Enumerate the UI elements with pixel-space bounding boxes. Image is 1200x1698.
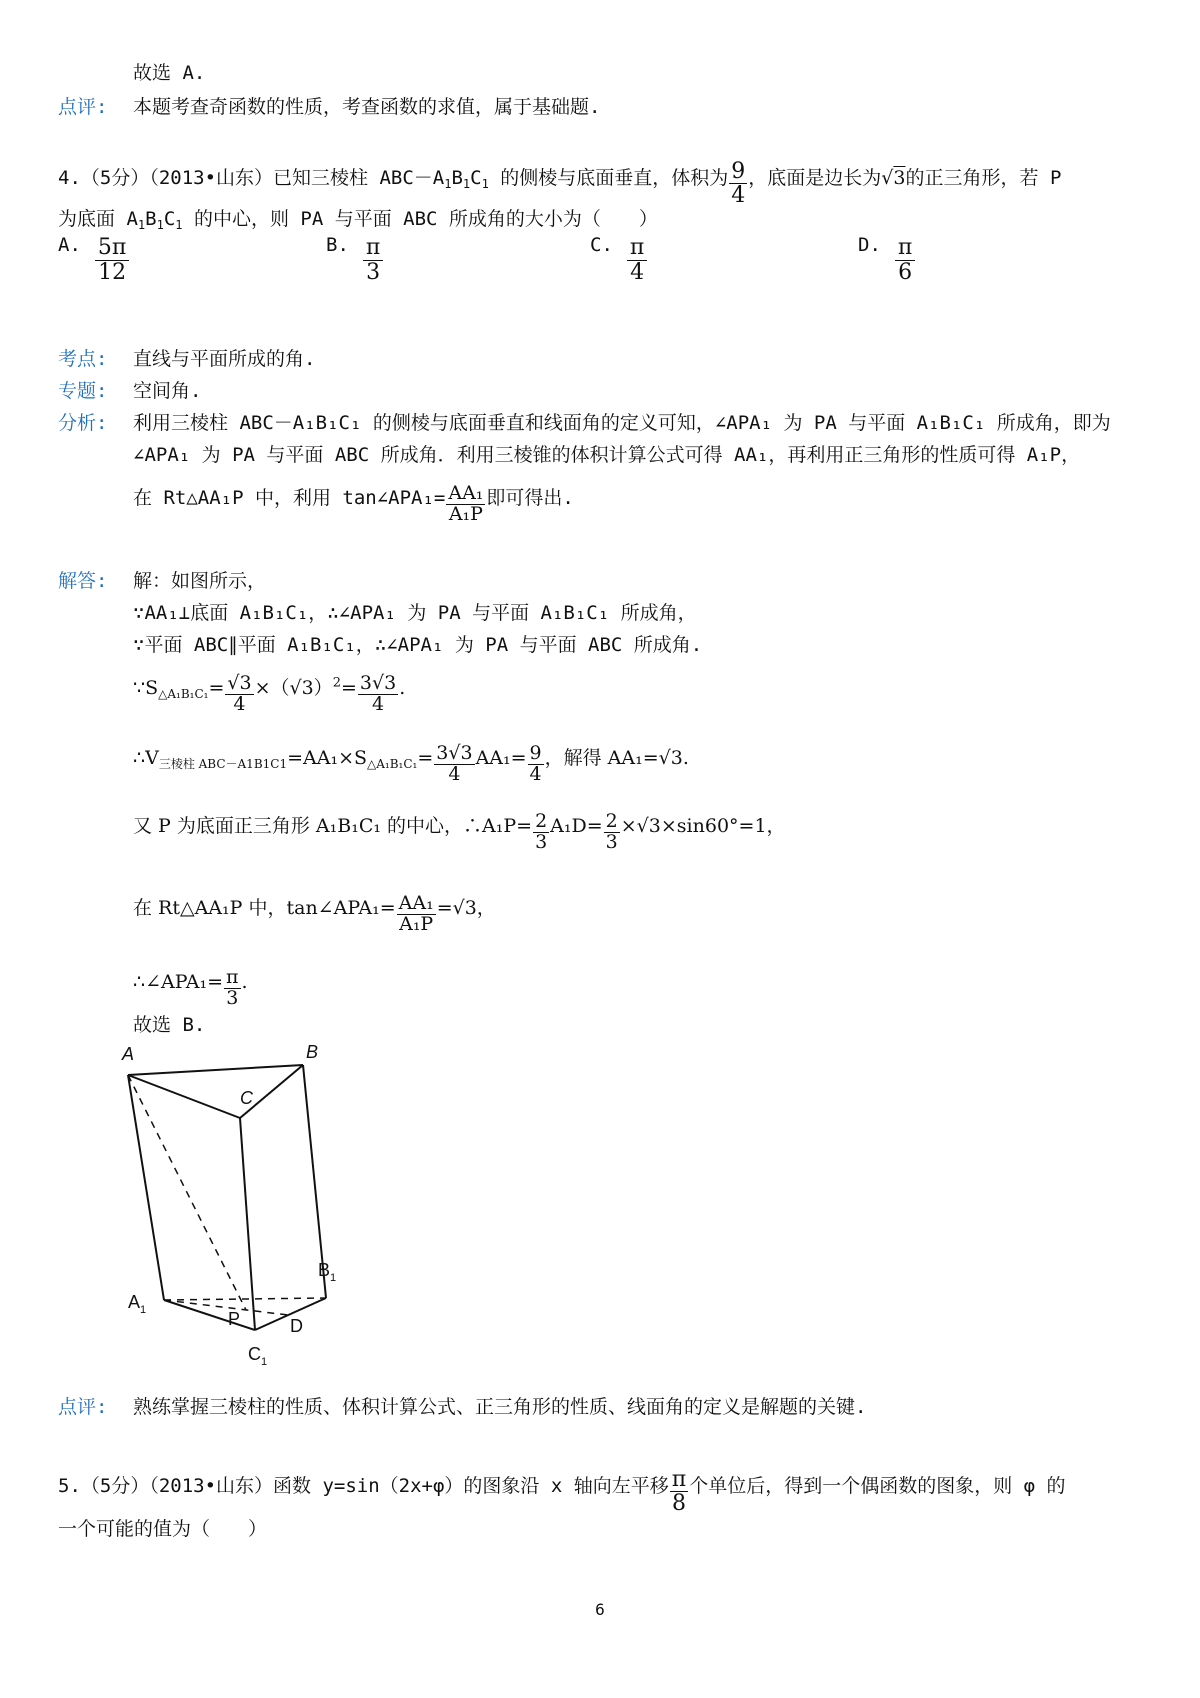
fenxi-line3: 在 Rt△AA₁P 中，利用 tan∠APA₁= $\frac{\text{AA₁}}{\text{A₁P}}$ 即可得出.: [133, 482, 574, 525]
kaodian-label: 考点:: [58, 348, 108, 370]
solution-line2: ∵AA₁⊥底面 A₁B₁C₁，∴∠APA₁ 为 PA 与平面 A₁B₁C₁ 所成角，: [133, 602, 697, 624]
page-number: 6: [595, 1600, 605, 1619]
dianping-label: 点评:: [58, 1396, 108, 1418]
option-a[interactable]: A. $\frac{5\pi}{12}$: [58, 236, 129, 285]
solution-line4: $\because S_{\triangle A_1B_1C_1}=$ $\frac{√3}{4}$ $\times(√3)^2=$ $\frac{3√3}{4}$ .: [133, 672, 406, 715]
label-p: P: [228, 1309, 241, 1329]
label-b1: $B_1$: [318, 1260, 337, 1284]
q4-stem-line2: 为底面 $A_1B_1C_1$ 的中心，则 PA 与平面 ABC 所成角的大小为（ ）: [58, 208, 658, 232]
zhuanti-label: 专题:: [58, 380, 108, 402]
fenxi-line2: ∠APA₁ 为 PA 与平面 ABC 所成角．利用三棱锥的体积计算公式可得 AA₁，再利用正三角形的性质可得 A₁P，: [133, 444, 1081, 466]
prev-answer: 故选 A.: [133, 62, 206, 84]
label-c1: $C_1$: [248, 1344, 268, 1368]
edge-a1d-dashed: [164, 1300, 288, 1315]
side-sqrt: √3: [881, 167, 906, 190]
zhuanti-text: 空间角.: [133, 380, 202, 402]
fenxi-label: 分析:: [58, 412, 108, 434]
label-d: D: [290, 1316, 303, 1336]
label-b: B: [306, 1042, 319, 1062]
prism-figure: [122, 1040, 388, 1390]
solution-line1: 解：如图所示，: [133, 570, 267, 592]
label-a: A: [122, 1044, 135, 1064]
q5-stem-line1: 5.（5分）（2013•山东）函数 y=sin（2x+φ）的图象沿 x 轴向左平移 $\frac{\pi}{8}$ 个单位后，得到一个偶函数的图象，则 φ 的: [58, 1467, 1066, 1517]
prev-comment: 本题考查奇函数的性质，考查函数的求值，属于基础题.: [133, 96, 601, 118]
shift-fraction: $\frac{\pi}{8}$: [671, 1467, 687, 1517]
solution-answer: 故选 B.: [133, 1014, 206, 1036]
edge-ac: [128, 1075, 240, 1118]
dianping-text: 熟练掌握三棱柱的性质、体积计算公式、正三角形的性质、线面角的定义是解题的关键.: [133, 1396, 867, 1418]
volume-fraction: $\frac{9}{4}$: [731, 159, 746, 209]
solution-line5: $\therefore V_{三棱柱 ABC-A1B1C1}=AA_1\times S_{\triangle A_1B_1C_1}=$ $\frac{3√3}{4}$ AA₁= $\frac{9}{4}$ ，解得 AA₁=√3.: [133, 742, 689, 785]
edge-ab: [128, 1065, 303, 1075]
edge-cc1: [240, 1118, 255, 1330]
prev-comment-label: 点评:: [58, 96, 108, 118]
option-d[interactable]: D. $\frac{\pi}{6}$: [858, 236, 915, 285]
kaodian-text: 直线与平面所成的角.: [133, 348, 316, 370]
solution-line3: ∵平面 ABC∥平面 A₁B₁C₁，∴∠APA₁ 为 PA 与平面 ABC 所成角.: [133, 634, 703, 656]
solution-line6: 又 P 为底面正三角形 A₁B₁C₁ 的中心，∴A₁P= $\frac{2}{3}$ A₁D= $\frac{2}{3}$ ×√3×sin60°=1，: [133, 810, 786, 853]
edge-a1b1-dashed: [164, 1298, 326, 1300]
label-c: C: [240, 1088, 253, 1108]
edge-a1c1: [164, 1300, 255, 1330]
solution-line8: ∴∠APA₁= $\frac{\pi}{3}$ .: [133, 966, 248, 1009]
q5-stem-line2: 一个可能的值为（ ）: [58, 1518, 268, 1540]
edge-ap-dashed: [128, 1075, 246, 1310]
fenxi-line1: 利用三棱柱 ABC－A₁B₁C₁ 的侧棱与底面垂直和线面角的定义可知，∠APA₁ 为 PA 与平面 A₁B₁C₁ 所成角，即为: [133, 412, 1111, 434]
solution-line7: 在 Rt△AA₁P 中，tan∠APA₁= $\frac{\text{AA₁}}{\text{A₁P}}$ =√3，: [133, 892, 496, 935]
q4-stem-line1: 4.（5分）（2013•山东）已知三棱柱 $ABC-A_1B_1C_1$ 的侧棱与底面垂直，体积为 $\frac{9}{4}$ ，底面是边长为√3的正三角形，若 P: [58, 159, 1062, 209]
label-a1: $A_1$: [128, 1292, 147, 1316]
jieda-label: 解答:: [58, 570, 108, 592]
option-b[interactable]: B. $\frac{\pi}{3}$: [326, 236, 383, 285]
edge-aa1: [128, 1075, 164, 1300]
option-c[interactable]: C. $\frac{\pi}{4}$: [590, 236, 647, 285]
tan-fraction: $\frac{\text{AA₁}}{\text{A₁P}}$: [448, 482, 484, 525]
